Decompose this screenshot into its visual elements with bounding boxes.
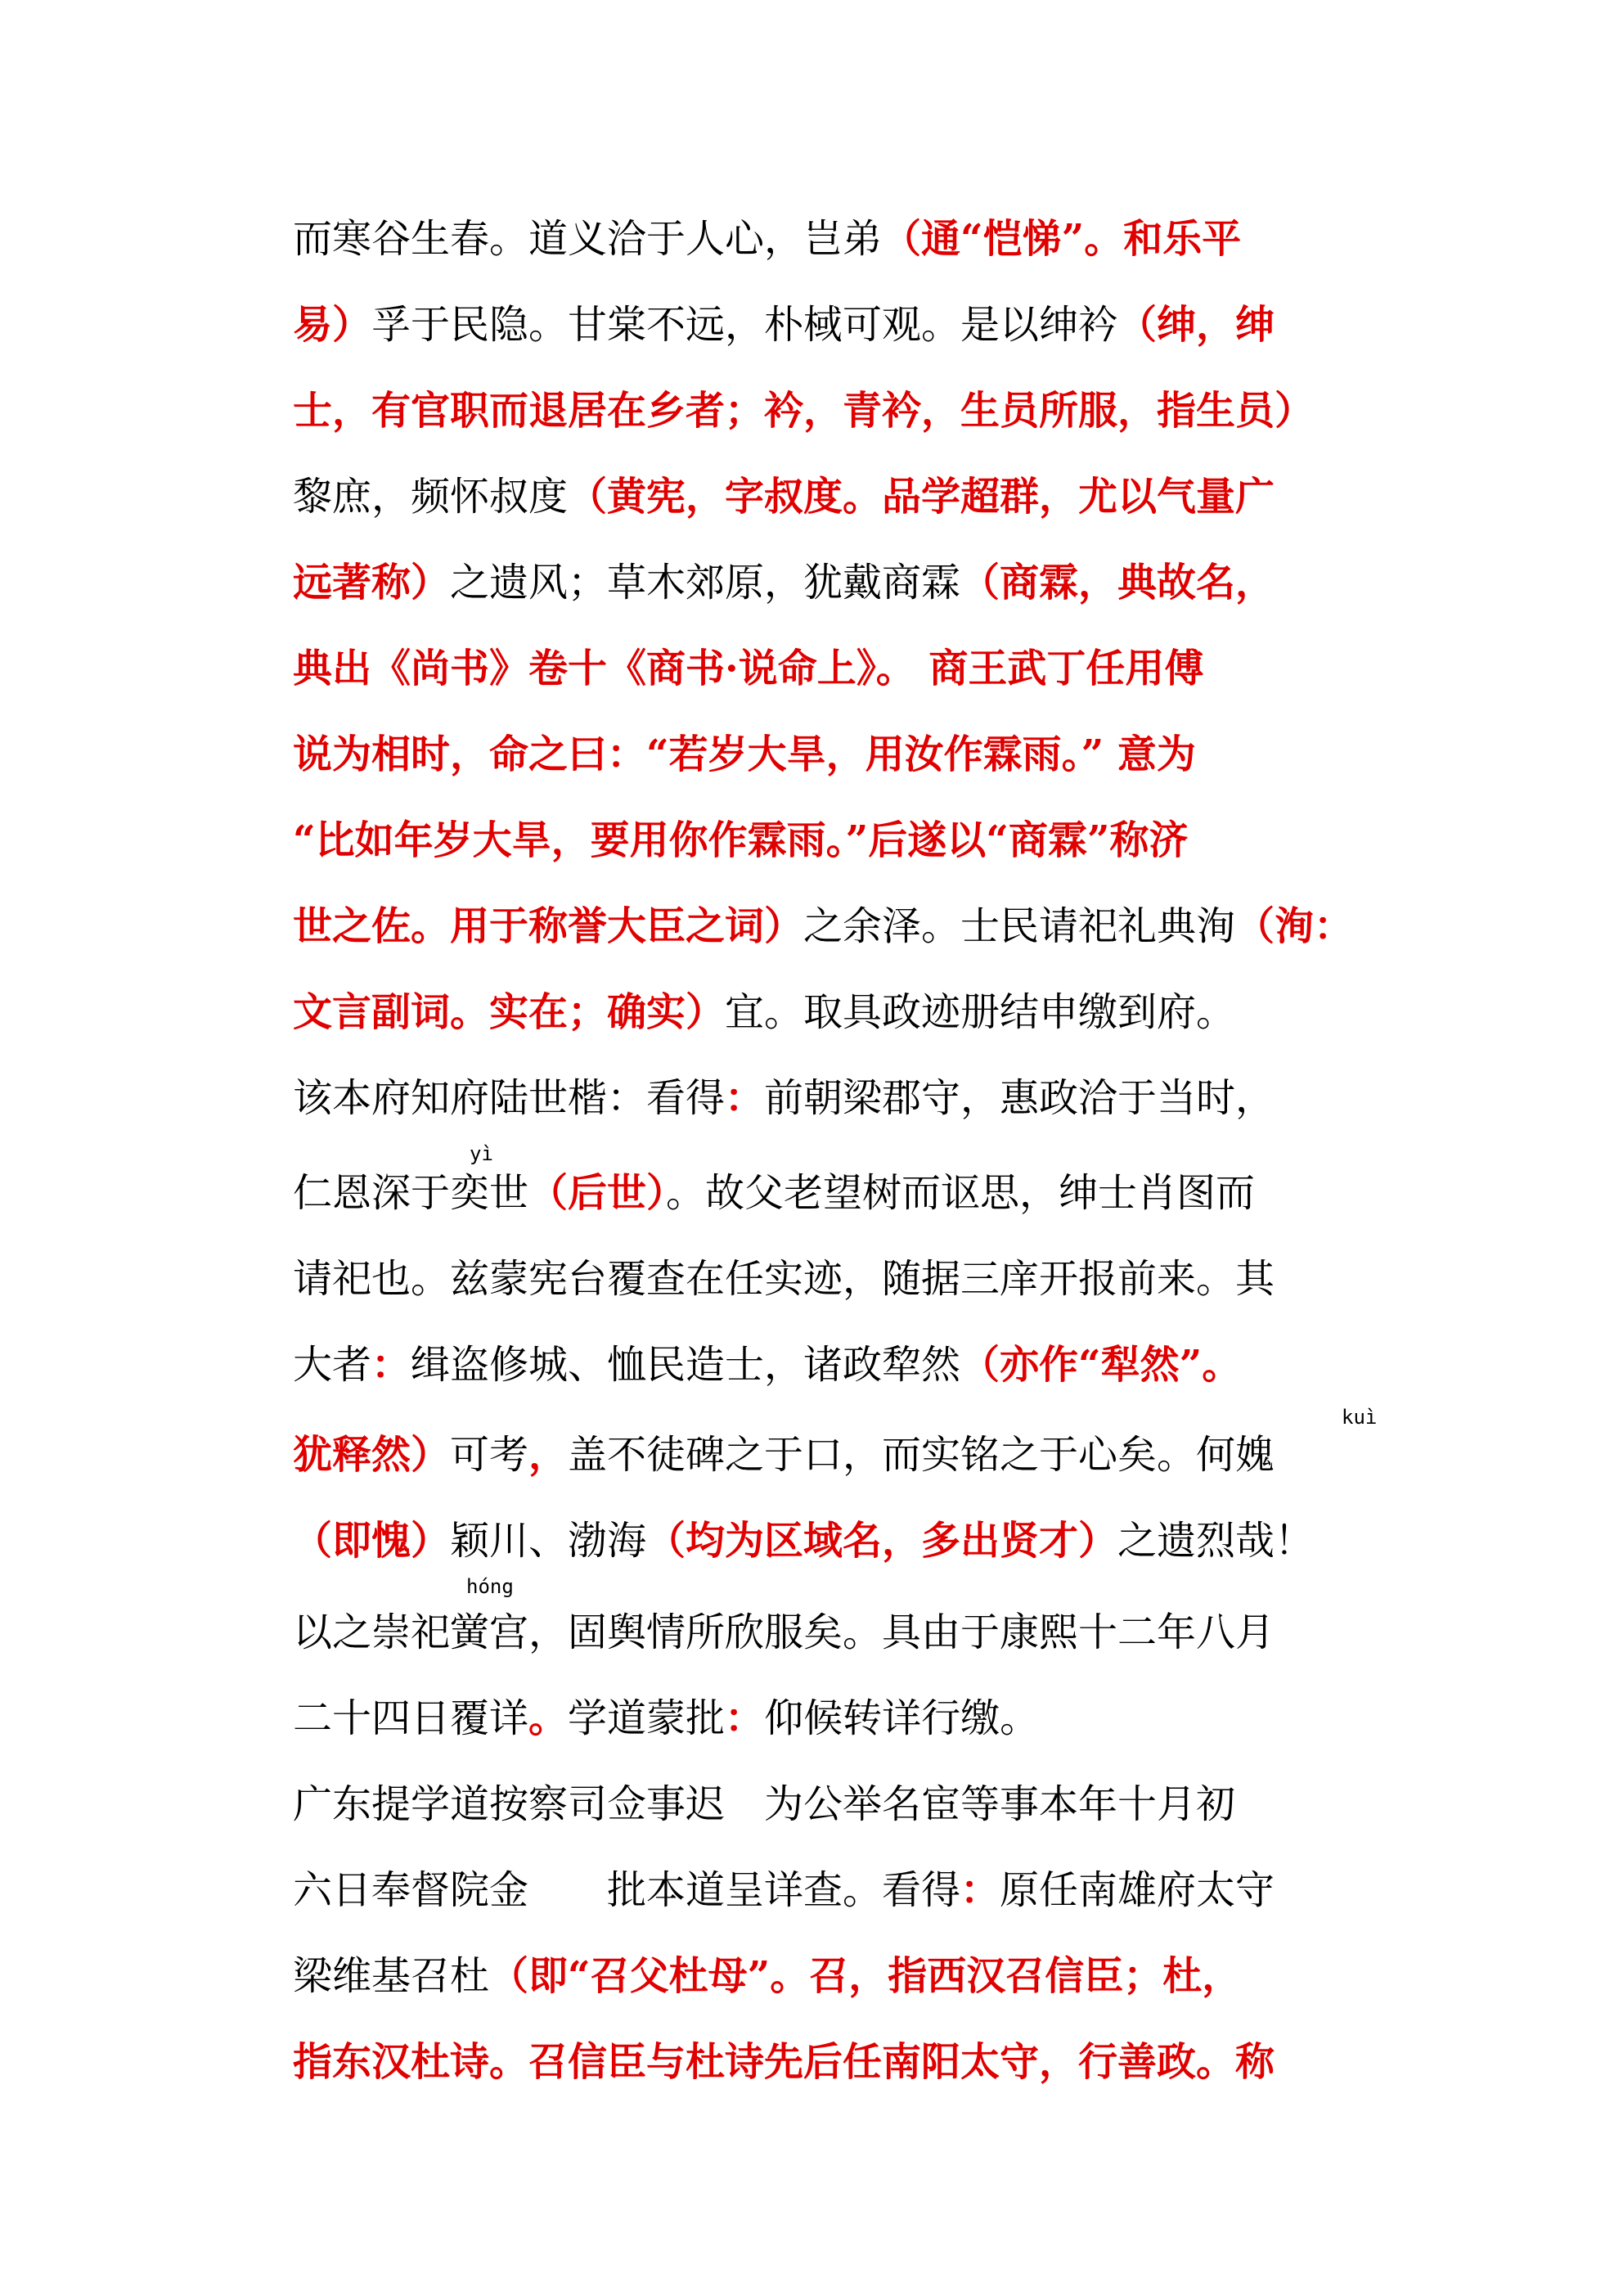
body-text: 可考 <box>450 1432 529 1478</box>
annotation-text: （亦作“犁然”。 <box>960 1342 1242 1388</box>
text-line <box>293 1246 1381 1312</box>
body-text: 宜。取具政迹册结申缴到府。 <box>725 989 1236 1035</box>
annotation-text: “比如年岁大旱，要用你作霖雨。”后遂以“商霖”称济 <box>293 817 1189 863</box>
body-text: 学道蒙批 <box>568 1695 726 1741</box>
body-text: 之遗烈哉！ <box>1117 1518 1315 1564</box>
annotation-text: 说为相时，命之曰：“若岁大旱，用汝作霖雨。” 意为 <box>293 732 1196 777</box>
text-line <box>293 808 1381 873</box>
text-line <box>293 1600 1381 1665</box>
annotation-text: （即“召父杜母”。召，指西汉召信臣；杜， <box>489 1953 1242 1999</box>
text-line <box>293 1943 1381 2009</box>
text-line <box>293 1772 1381 1837</box>
annotation-text: 易） <box>293 302 372 348</box>
annotation-text: ： <box>725 1075 765 1121</box>
text-line <box>293 722 1381 787</box>
body-text: 二十四日覆详 <box>293 1695 529 1741</box>
text-line <box>293 550 1381 615</box>
body-text: 之余泽。士民请祀礼典洵 <box>803 903 1236 949</box>
annotation-text: 典出《尚书》卷十《商书·说命上》。 商王武丁任用傅 <box>293 646 1204 691</box>
text-line <box>293 979 1381 1045</box>
text-line <box>293 1686 1381 1751</box>
body-text: 而寒谷生春。道义洽于人心，岂弟 <box>293 216 883 262</box>
annotation-text: ， <box>528 1432 569 1478</box>
text-line <box>293 1508 1381 1573</box>
body-text: 盖不徒碑之于口，而实铭之于心矣。何媿 <box>568 1432 1275 1478</box>
text-line <box>293 894 1381 959</box>
body-text: 。故父老望树而讴思，绅士肖图而 <box>666 1170 1256 1216</box>
text-line <box>293 1857 1381 1923</box>
text-line <box>293 2029 1381 2095</box>
body-text: 仰候转详行缴。 <box>764 1695 1040 1741</box>
annotation-text: （均为区域名，多出贤才） <box>646 1518 1118 1564</box>
annotation-text: （即愧） <box>293 1518 451 1564</box>
body-text: 颖川、渤海 <box>450 1518 647 1564</box>
pinyin-annotation: kuì <box>1342 1406 1378 1429</box>
body-text: 黎庶，频怀叔度 <box>293 474 569 520</box>
body-text: 广东提学道按察司佥事迟 为公举名宦等事本年十月初 <box>293 1781 1236 1827</box>
annotation-text: 世之佐。用于称誉大臣之词） <box>293 903 804 949</box>
annotation-text: ： <box>960 1867 1000 1913</box>
body-text: 梁维基召杜 <box>293 1953 490 1999</box>
pinyin-annotation: hóng <box>466 1575 514 1598</box>
text-line <box>293 1065 1381 1131</box>
body-text: 六日奉督院金 批本道呈详查。看得 <box>293 1867 961 1913</box>
text-line <box>293 1160 1381 1226</box>
annotation-text: 犹释然） <box>293 1432 451 1478</box>
body-text: 仁恩深于奕世 <box>293 1170 529 1216</box>
body-text: 大者 <box>293 1342 372 1388</box>
body-text: 之遗风；草木郊原，犹戴商霖 <box>450 560 961 606</box>
annotation-text: 士，有官职而退居在乡者；衿，青衿，生员所服，指生员） <box>293 388 1315 434</box>
text-line <box>293 636 1381 701</box>
text-line <box>293 292 1381 358</box>
text-line <box>293 464 1381 529</box>
body-text: 前朝梁郡守，惠政洽于当时， <box>764 1075 1275 1121</box>
text-line <box>293 378 1381 443</box>
text-line <box>293 1422 1381 1488</box>
text-line <box>293 206 1381 272</box>
body-text: 以之崇祀黉宫，固舆情所欣服矣。具由于康熙十二年八月 <box>293 1609 1275 1655</box>
annotation-text: （洵： <box>1235 903 1354 949</box>
annotation-text: 。 <box>528 1695 569 1741</box>
annotation-text: （绅，绅 <box>1117 302 1275 348</box>
annotation-text: ： <box>725 1695 765 1741</box>
text-line <box>293 1332 1381 1398</box>
annotation-text: ： <box>371 1342 411 1388</box>
body-text: 原任南雄府太守 <box>1000 1867 1275 1913</box>
annotation-text: （通“恺悌”。和乐平 <box>882 216 1242 262</box>
body-text: 缉盗修城、恤民造士，诸政犂然 <box>411 1342 961 1388</box>
annotation-text: （后世） <box>528 1170 667 1216</box>
body-text: 请祀也。兹蒙宪台覆查在任实迹，随据三庠开报前来。其 <box>293 1256 1275 1302</box>
annotation-text: 文言副词。实在；确实） <box>293 989 726 1035</box>
body-text: 孚于民隐。甘棠不远，朴棫可观。是以绅衿 <box>371 302 1118 348</box>
annotation-text: 指东汉杜诗。召信臣与杜诗先后任南阳太守，行善政。称 <box>293 2039 1275 2085</box>
pinyin-annotation: yì <box>470 1142 493 1165</box>
annotation-text: （黄宪，字叔度。品学超群，尤以气量广 <box>568 474 1275 520</box>
annotation-text: （商霖，典故名， <box>960 560 1275 606</box>
annotation-text: 远著称） <box>293 560 451 606</box>
body-text: 该本府知府陆世楷：看得 <box>293 1075 726 1121</box>
